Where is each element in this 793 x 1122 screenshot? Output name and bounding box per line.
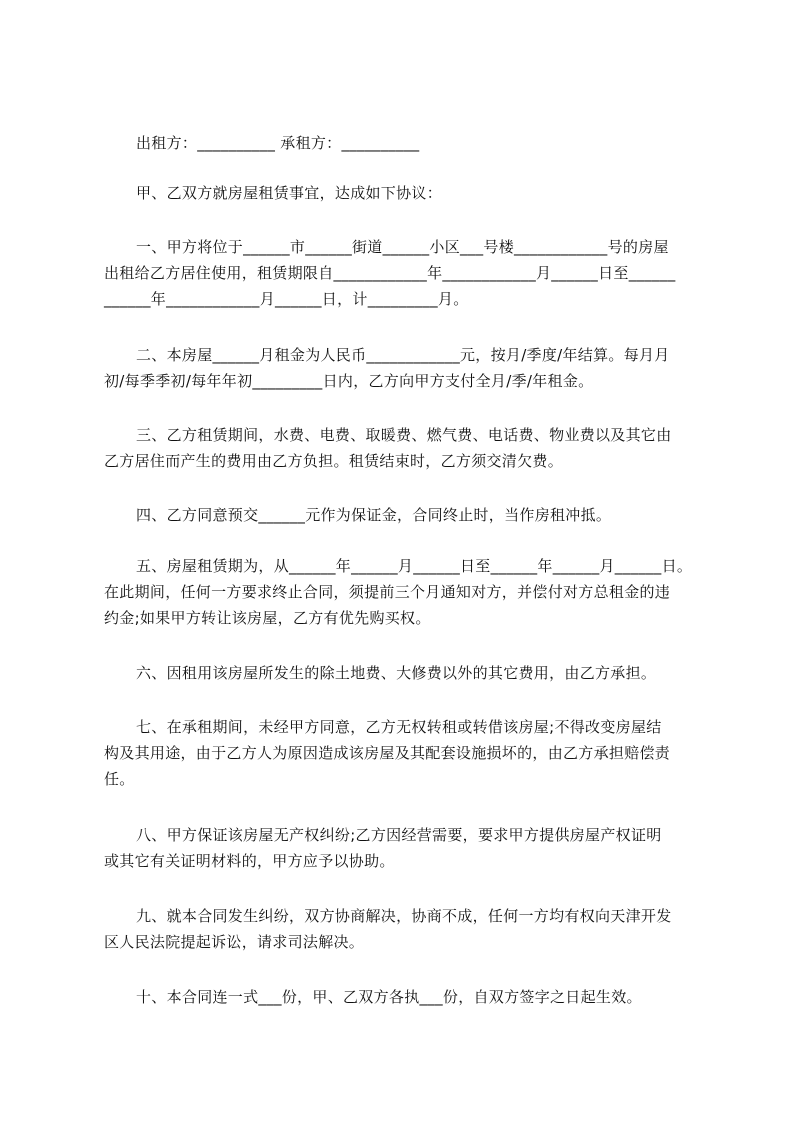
clause-5 (104, 553, 704, 631)
clause-line: 三、乙方租赁期间，水费、电费、取暖费、燃气费、电话费、物业费以及其它由 (136, 426, 672, 444)
clause-8 (104, 822, 704, 874)
clause-7 (104, 714, 704, 792)
clause-10 (104, 984, 704, 1010)
clause-line: 七、在承租期间，未经甲方同意，乙方无权转租或转借该房屋;不得改变房屋结 (136, 718, 662, 736)
clause-6 (104, 660, 704, 686)
clause-line: 任。 (104, 770, 135, 788)
clause-line: 八、甲方保证该房屋无产权纠纷;乙方因经营需要，要求甲方提供房屋产权证明 (136, 826, 662, 844)
clause-line: 九、就本合同发生纠纷，双方协商解决，协商不成，任何一方均有权向天津开发 (136, 907, 672, 925)
clause-line: 四、乙方同意预交______元作为保证金，合同终止时，当作房租冲抵。 (136, 506, 612, 524)
intro-text: 甲、乙双方就房屋租赁事宜，达成如下协议： (136, 184, 443, 202)
clause-line: 五、房屋租赁期为，从______年______月______日至______年______月______日。 (136, 557, 693, 575)
clause-9 (104, 903, 704, 955)
clause-2 (104, 342, 704, 394)
clause-line: ______年____________月______日，计_________月。 (104, 290, 469, 308)
clause-line: 十、本合同连一式___份，甲、乙双方各执___份，自双方签字之日起生效。 (136, 988, 642, 1006)
clause-3 (104, 422, 704, 474)
clause-line: 构及其用途，由于乙方人为原因造成该房屋及其配套设施损坏的，由乙方承担赔偿责 (104, 744, 671, 762)
clause-line: 二、本房屋______月租金为人民币____________元，按月/季度/年结算。每月月 (136, 346, 670, 364)
clause-1 (104, 234, 704, 312)
clause-line: 或其它有关证明材料的，甲方应予以协助。 (104, 852, 395, 870)
clause-4 (104, 502, 704, 528)
clause-line: 乙方居住而产生的费用由乙方负担。租赁结束时，乙方须交清欠费。 (104, 452, 564, 470)
clause-line: 初/每季季初/每年年初_________日内，乙方向甲方支付全月/季/年租金。 (104, 372, 594, 390)
parties-text: 出租方：__________ 承租方：__________ (136, 134, 420, 152)
clause-line: 区人民法院提起诉讼，请求司法解决。 (104, 933, 365, 951)
clause-line: 一、甲方将位于______市______街道______小区___号楼____________号的房屋 (136, 238, 669, 256)
intro-paragraph (104, 180, 704, 206)
clause-line: 六、因租用该房屋所发生的除土地费、大修费以外的其它费用，由乙方承担。 (136, 664, 657, 682)
clause-line: 在此期间，任何一方要求终止合同，须提前三个月通知对方，并偿付对方总租金的违 (104, 583, 671, 601)
clause-line: 约金;如果甲方转让该房屋，乙方有优先购买权。 (104, 609, 431, 627)
clause-line: 出租给乙方居住使用，租赁期限自____________年____________月______日至______ (104, 264, 676, 282)
parties-line (104, 130, 704, 156)
